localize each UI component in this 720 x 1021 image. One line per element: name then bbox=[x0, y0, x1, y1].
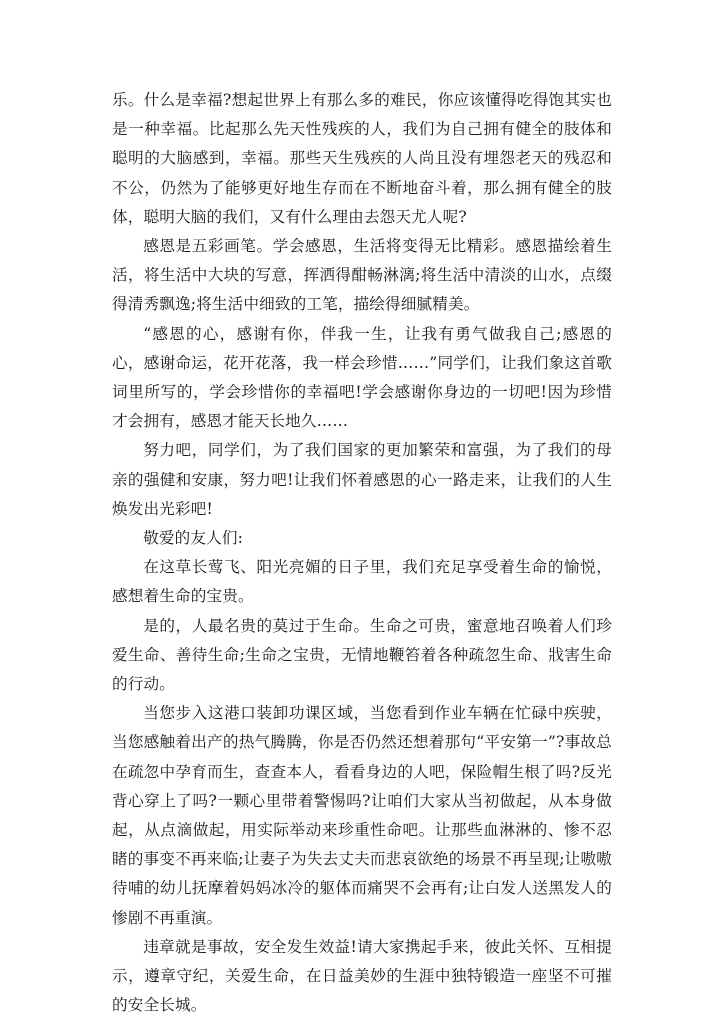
salutation: 敬爱的友人们: bbox=[143, 529, 244, 548]
paragraph-9: 违章就是事故，安全发生效益!请大家携起手来，彼此关怀、互相提示，遵章守纪，关爱生命，在日益美妙的生涯中独特锻造一座坚不可摧的安全长城。 bbox=[112, 937, 612, 1015]
paragraph-2: 感恩是五彩画笔。学会感恩，生活将变得无比精彩。感恩描绘着生活，将生活中大块的写意，挥洒得酣畅淋漓;将生活中清淡的山水，点缀得清秀飘逸;将生活中细致的工笔，描绘得细腻精美。 bbox=[112, 237, 612, 314]
paragraph-3: “感恩的心，感谢有你，伴我一生，让我有勇气做我自己;感恩的心，感谢命运，花开花落，我一样会珍惜……”同学们，让我们象这首歌词里所写的，学会珍惜你的幸福吧!学会感谢你身边的一切吧!因为珍惜才会拥有，感恩才能天长地久…… bbox=[112, 324, 612, 431]
paragraph-7: 是的，人最名贵的莫过于生命。生命之可贵，蜜意地召唤着人们珍爱生命、善待生命;生命之宝贵，无情地鞭笞着各种疏忽生命、戕害生命的行动。 bbox=[112, 616, 612, 694]
document-page bbox=[112, 86, 612, 1021]
paragraph-8: 当您步入这港口装卸功课区域，当您看到作业车辆在忙碌中疾驶，当您感触着出产的热气腾腾，你是否仍然还想着那句“平安第一”?事故总在疏忽中孕育而生，查查本人，看看身边的人吧，保险帽生根了吗?反光背心穿上了吗?一颗心里带着警惕吗?让咱们大家从当初做起，从本身做起，从点滴做起，用实际举动来珍重性命吧。让那些血淋淋的、惨不忍睹的事变不再来临;让妻子为失去丈夫而悲哀欲绝的场景不再呈现;让嗷嗷待哺的幼儿抚摩着妈妈冰冷的躯体而痛哭不会再有;让白发人送黑发人的惨剧不再重演。 bbox=[112, 704, 612, 927]
paragraph-6: 在这草长莺飞、阳光亮媚的日子里，我们充足享受着生命的愉悦，感想着生命的宝贵。 bbox=[112, 558, 612, 606]
paragraph-1: 乐。什么是幸福?想起世界上有那么多的难民，你应该懂得吃得饱其实也是一种幸福。比起那么先天性残疾的人，我们为自己拥有健全的肢体和聪明的大脑感到，幸福。那些天生残疾的人尚且没有埋怨老天的残忍和不公，仍然为了能够更好地生存而在不断地奋斗着，那么拥有健全的肢体，聪明大脑的我们，又有什么理由去怨天尤人呢? bbox=[112, 91, 612, 226]
paragraph-4: 努力吧，同学们，为了我们国家的更加繁荣和富强，为了我们的母亲的强健和安康，努力吧!让我们怀着感恩的心一路走来，让我们的人生焕发出光彩吧! bbox=[112, 441, 612, 518]
